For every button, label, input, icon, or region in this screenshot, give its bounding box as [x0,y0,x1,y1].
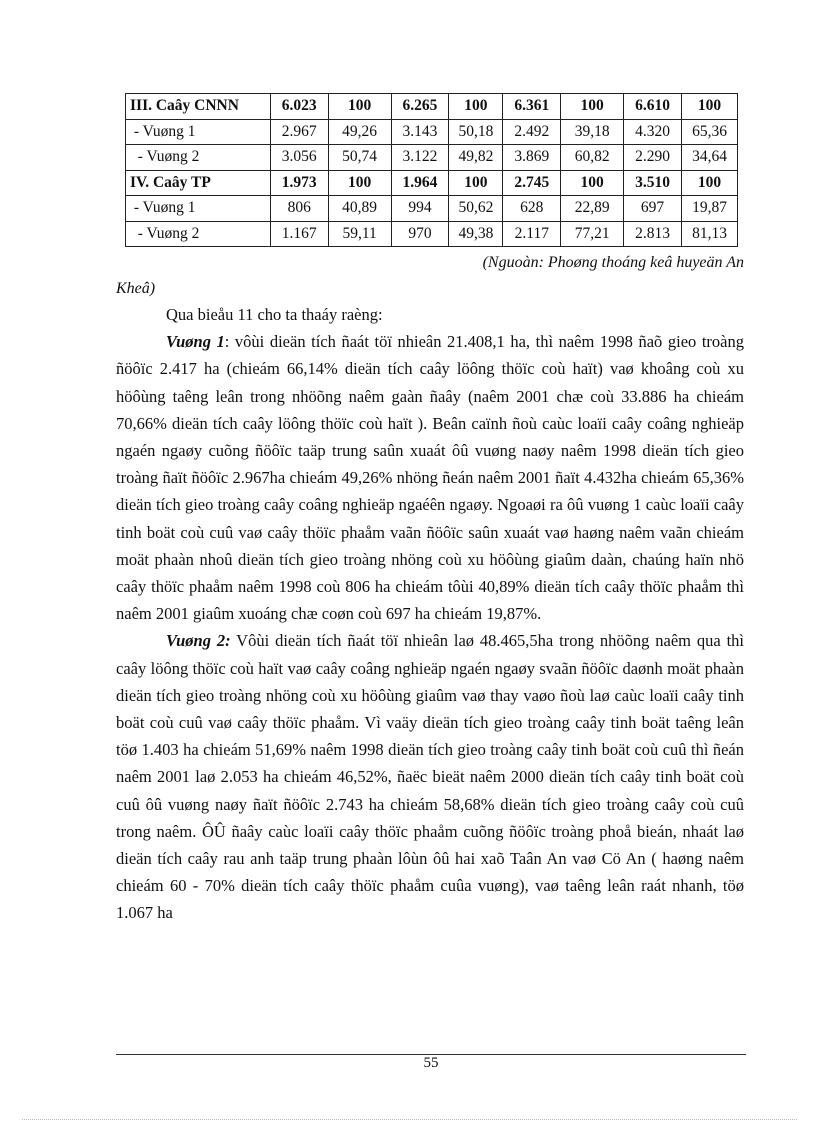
row-label-cell: - Vuøng 2 [126,145,271,171]
table-row [126,196,738,222]
table-cell: 3.056 [270,145,328,171]
table-cell: 50,18 [449,119,503,145]
table-cell: 50,74 [328,145,391,171]
region-2-heading: Vuøng 2: [166,631,231,651]
region-1-heading: Vuøng 1 [166,332,225,352]
table-cell: 100 [561,94,624,120]
row-label-cell: - Vuøng 1 [126,119,271,145]
crop-area-table [125,93,738,247]
table-cell: 2.290 [624,145,682,171]
table-cell: 60,82 [561,145,624,171]
table-body [126,94,738,247]
table-row [126,221,738,247]
row-label-cell: IV. Caây TP [126,170,271,196]
table-cell: 3.143 [391,119,449,145]
source-citation: (Nguoàn: Phoøng thoáng keâ huyeän An [482,254,744,271]
table-cell: 994 [391,196,449,222]
page-number: 55 [423,1055,439,1071]
region-2-paragraph [116,627,744,926]
table-cell: 100 [682,94,738,120]
table-cell: 2.745 [503,170,561,196]
table-cell: 2.967 [270,119,328,145]
intro-paragraph: Qua bieåu 11 cho ta thaáy raèng: [166,305,383,324]
table-cell: 6.265 [391,94,449,120]
table-cell: 3.510 [624,170,682,196]
table-cell: 697 [624,196,682,222]
table-cell: 1.964 [391,170,449,196]
region-1-paragraph [116,328,744,627]
table-row [126,145,738,171]
table-cell: 6.361 [503,94,561,120]
table-cell: 2.813 [624,221,682,247]
table-cell: 6.023 [270,94,328,120]
table-cell: 628 [503,196,561,222]
table-cell: 3.869 [503,145,561,171]
row-label-cell: III. Caây CNNN [126,94,271,120]
table-cell: 49,26 [328,119,391,145]
table-row [126,170,738,196]
row-label-cell: - Vuøng 1 [126,196,271,222]
table-cell: 2.117 [503,221,561,247]
table-cell: 6.610 [624,94,682,120]
table-cell: 970 [391,221,449,247]
table-cell: 806 [270,196,328,222]
table-cell: 3.122 [391,145,449,171]
region-1-text: : vôùi dieän tích ñaát töï nhieân 21.408,1 ha, thì naêm 1998 ñaõ gieo troàng ñöôïc 2.417 ha (chieám 66,14% dieän tích caây löông thöïc coù haït) vaø khoâng coù xu höôùng taêng leân trong nhöõng naêm gaàn ñaây (naêm 2001 chæ coù 33.886 ha chieám 70,66% dieän tích caây löông thöïc coù haït ). Beân caïnh ñoù caùc loaïi caây coâng nghieäp ngaén ngaøy cuõng ñöôïc taäp trung saûn xuaát ôû vuøng naøy naêm 1998 dieän tích gieo troàng ñaït ñöôïc 2.967ha chieám 49,26% nhöng ñeán naêm 2001 ñaït 4.432ha chieám 65,36% dieän tích gieo troàng caây coâng nghieäp ngaéên ngaøy. Ngoaøi ra ôû vuøng 1 caùc loaïi caây tinh boät coù cuû vaø caây thöïc phaåm vaãn ñöôïc saûn xuaát vaø haøng naêm vaãn chieám moät phaàn nhoû dieän tích gieo troàng nhöng coù xu höôùng giaûm daàn, chaúng haïn nhö caây thöïc phaåm naêm 1998 coù 806 ha chieám tôùi 40,89% dieän tích caây thöïc phaåm thì naêm 2001 giaûm xuoáng chæ coøn coù 697 ha chieám 19,87%. [116,332,744,624]
table-cell: 1.973 [270,170,328,196]
table-cell: 49,38 [449,221,503,247]
row-label-cell: - Vuøng 2 [126,221,271,247]
page-bottom-border [22,1119,797,1120]
table-cell: 39,18 [561,119,624,145]
table-cell: 100 [449,94,503,120]
table-cell: 77,21 [561,221,624,247]
table-cell: 34,64 [682,145,738,171]
region-2-text: Vôùi dieän tích ñaát töï nhieân laø 48.465,5ha trong nhöõng naêm qua thì caây löông thöïc coù haït vaø caây coâng nghieäp ngaén ngaøy svaãn ñöôïc daønh moät phaàn dieän tích gieo troàng nhöng coù xu höôùng giaûm vaø thay vaøo ñoù laø caùc loaïi caây tinh boät coù cuû vaø caây thöïc phaåm. Vì vaäy dieän tích gieo troàng caây tinh boät taêng leân töø 1.403 ha chieám 51,69% naêm 1998 dieän tích gieo troàng caây tinh boät coù cuû thì ñeán naêm 2001 laø 2.053 ha chieám 46,52%, ñaëc bieät naêm 2000 dieän tích caây tinh boät coù cuû ôû vuøng naøy ñaït ñöôïc 2.743 ha chieám 58,68% dieän tích gieo troàng caây coù cuû trong naêm. ÔÛ ñaây caùc loaïi caây thöïc phaåm cuõng ñöôïc troàng phoå bieán, nhaát laø dieän tích caây rau anh taäp trung phaàn lôùn ôû hai xaõ Taân An vaø Cö An ( haøng naêm chieám 60 - 70% dieän tích caây thöïc phaåm cuûa vuøng), vaø taêng leân raát nhanh, töø 1.067 ha [116,631,744,923]
table-cell: 40,89 [328,196,391,222]
table-cell: 49,82 [449,145,503,171]
table-cell: 19,87 [682,196,738,222]
table-cell: 2.492 [503,119,561,145]
table-cell: 81,13 [682,221,738,247]
table-cell: 100 [328,94,391,120]
table-cell: 59,11 [328,221,391,247]
table-cell: 50,62 [449,196,503,222]
table-cell: 100 [449,170,503,196]
table-cell: 1.167 [270,221,328,247]
table-cell: 100 [682,170,738,196]
table-cell: 100 [328,170,391,196]
body-text [116,301,744,927]
table-row [126,119,738,145]
table-cell: 4.320 [624,119,682,145]
table-cell: 100 [561,170,624,196]
source-citation-tail: Kheâ) [116,280,156,297]
table-row [126,94,738,120]
table-cell: 65,36 [682,119,738,145]
table-cell: 22,89 [561,196,624,222]
